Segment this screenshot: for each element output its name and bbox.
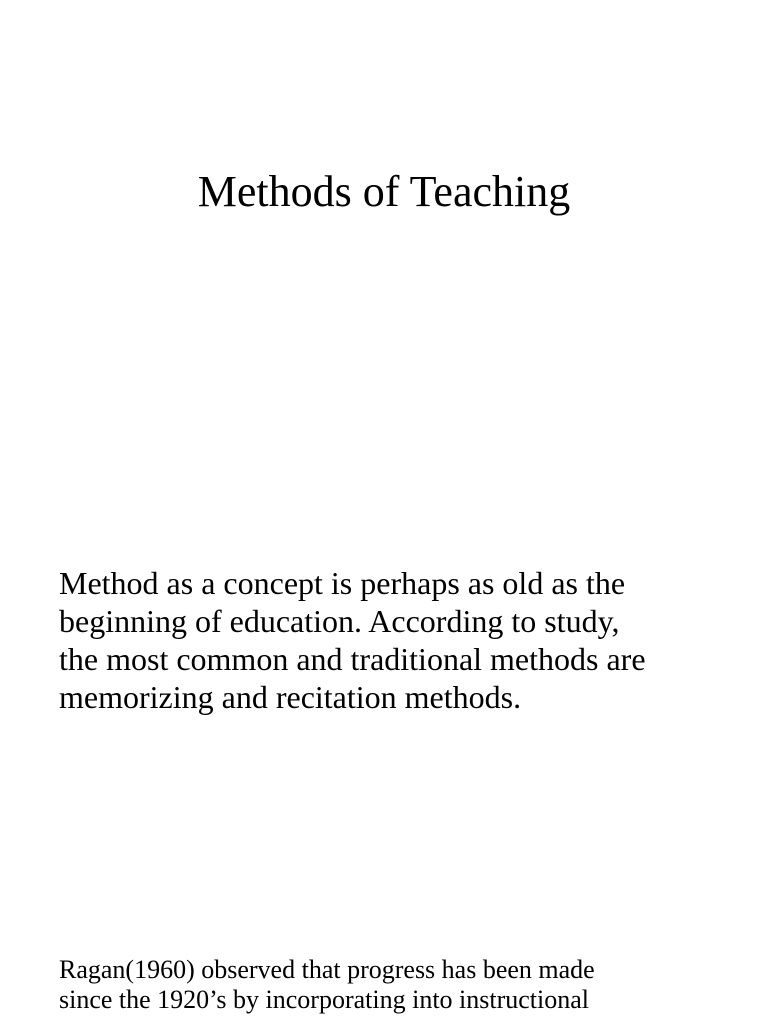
intro-paragraph [59,564,729,716]
intro-line-1: Method as a concept is perhaps as old as the [59,565,626,601]
ragan-line-1: Ragan(1960) observed that progress has been made [59,955,595,984]
intro-line-2: beginning of education. According to study, [59,603,620,639]
ragan-paragraph [59,955,749,1015]
ragan-line-2: since the 1920’s by incorporating into instructional [59,985,590,1014]
intro-line-3: the most common and traditional methods are [59,641,646,677]
intro-line-4: memorizing and recitation methods. [59,679,522,715]
page-title: Methods of Teaching [197,167,571,216]
